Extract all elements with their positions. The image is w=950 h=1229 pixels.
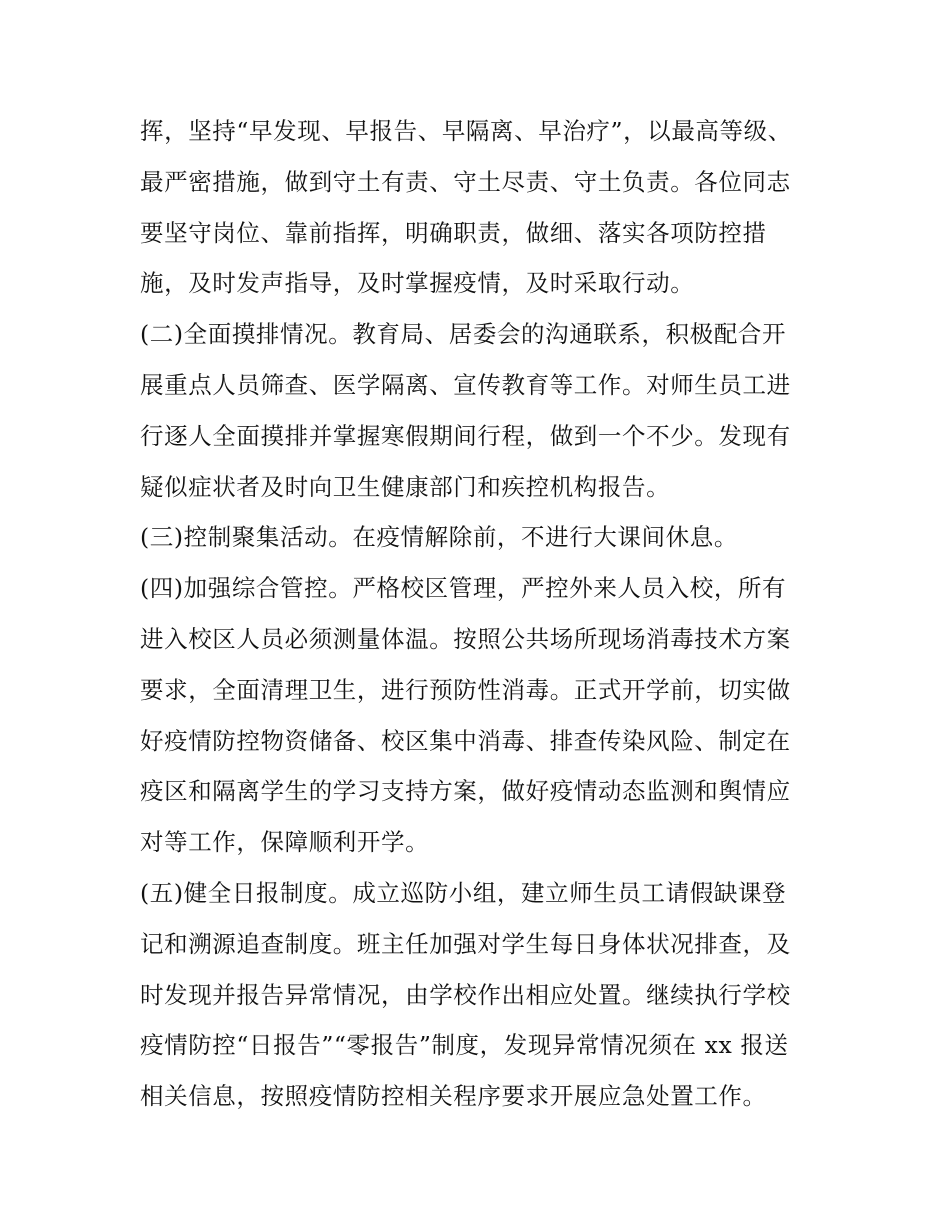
text-line: 最严密措施，做到守土有责、守土尽责、守土负责。各位同志 [140,167,791,196]
text-line: 要求，全面清理卫生，进行预防性消毒。正式开学前，切实做 [140,675,791,704]
text-line: 疫区和隔离学生的学习支持方案，做好疫情动态监测和舆情应 [140,777,791,806]
text-line: 疑似症状者及时向卫生健康部门和疾控机构报告。 [140,472,671,501]
text-line: 记和溯源追查制度。班主任加强对学生每日身体状况排查，及 [140,929,791,958]
text-line: 施，及时发声指导，及时掌握疫情，及时采取行动。 [140,269,695,298]
section-heading-line: (三)控制聚集活动。在疫情解除前，不进行大课间休息。 [140,523,738,552]
text-line: 相关信息，按照疫情防控相关程序要求开展应急处置工作。 [140,1082,767,1111]
text-line: 展重点人员筛查、医学隔离、宣传教育等工作。对师生员工进 [140,370,791,399]
text-line: 要坚守岗位、靠前指挥，明确职责，做细、落实各项防控措 [140,218,767,247]
text-line: 好疫情防控物资储备、校区集中消毒、排查传染风险、制定在 [140,726,791,755]
text-line: 疫情防控“日报告”“零报告”制度，发现异常情况须在 xx 报送 [140,1031,789,1060]
section-heading-line: (五)健全日报制度。成立巡防小组，建立师生员工请假缺课登 [140,878,787,907]
text-line: 行逐人全面摸排并掌握寒假期间行程，做到一个不少。发现有 [140,421,791,450]
section-heading-line: (四)加强综合管控。严格校区管理，严控外来人员入校，所有 [140,574,787,603]
text-line: 进入校区人员必须测量体温。按照公共场所现场消毒技术方案 [140,624,791,653]
document-body [140,106,816,1122]
section-heading-line: (二)全面摸排情况。教育局、居委会的沟通联系，积极配合开 [140,320,787,349]
text-line: 对等工作，保障顺利开学。 [140,828,430,857]
text-line: 时发现并报告异常情况，由学校作出相应处置。继续执行学校 [140,980,791,1009]
text-line: 挥，坚持“早发现、早报告、早隔离、早治疗”，以最高等级、 [140,117,792,145]
